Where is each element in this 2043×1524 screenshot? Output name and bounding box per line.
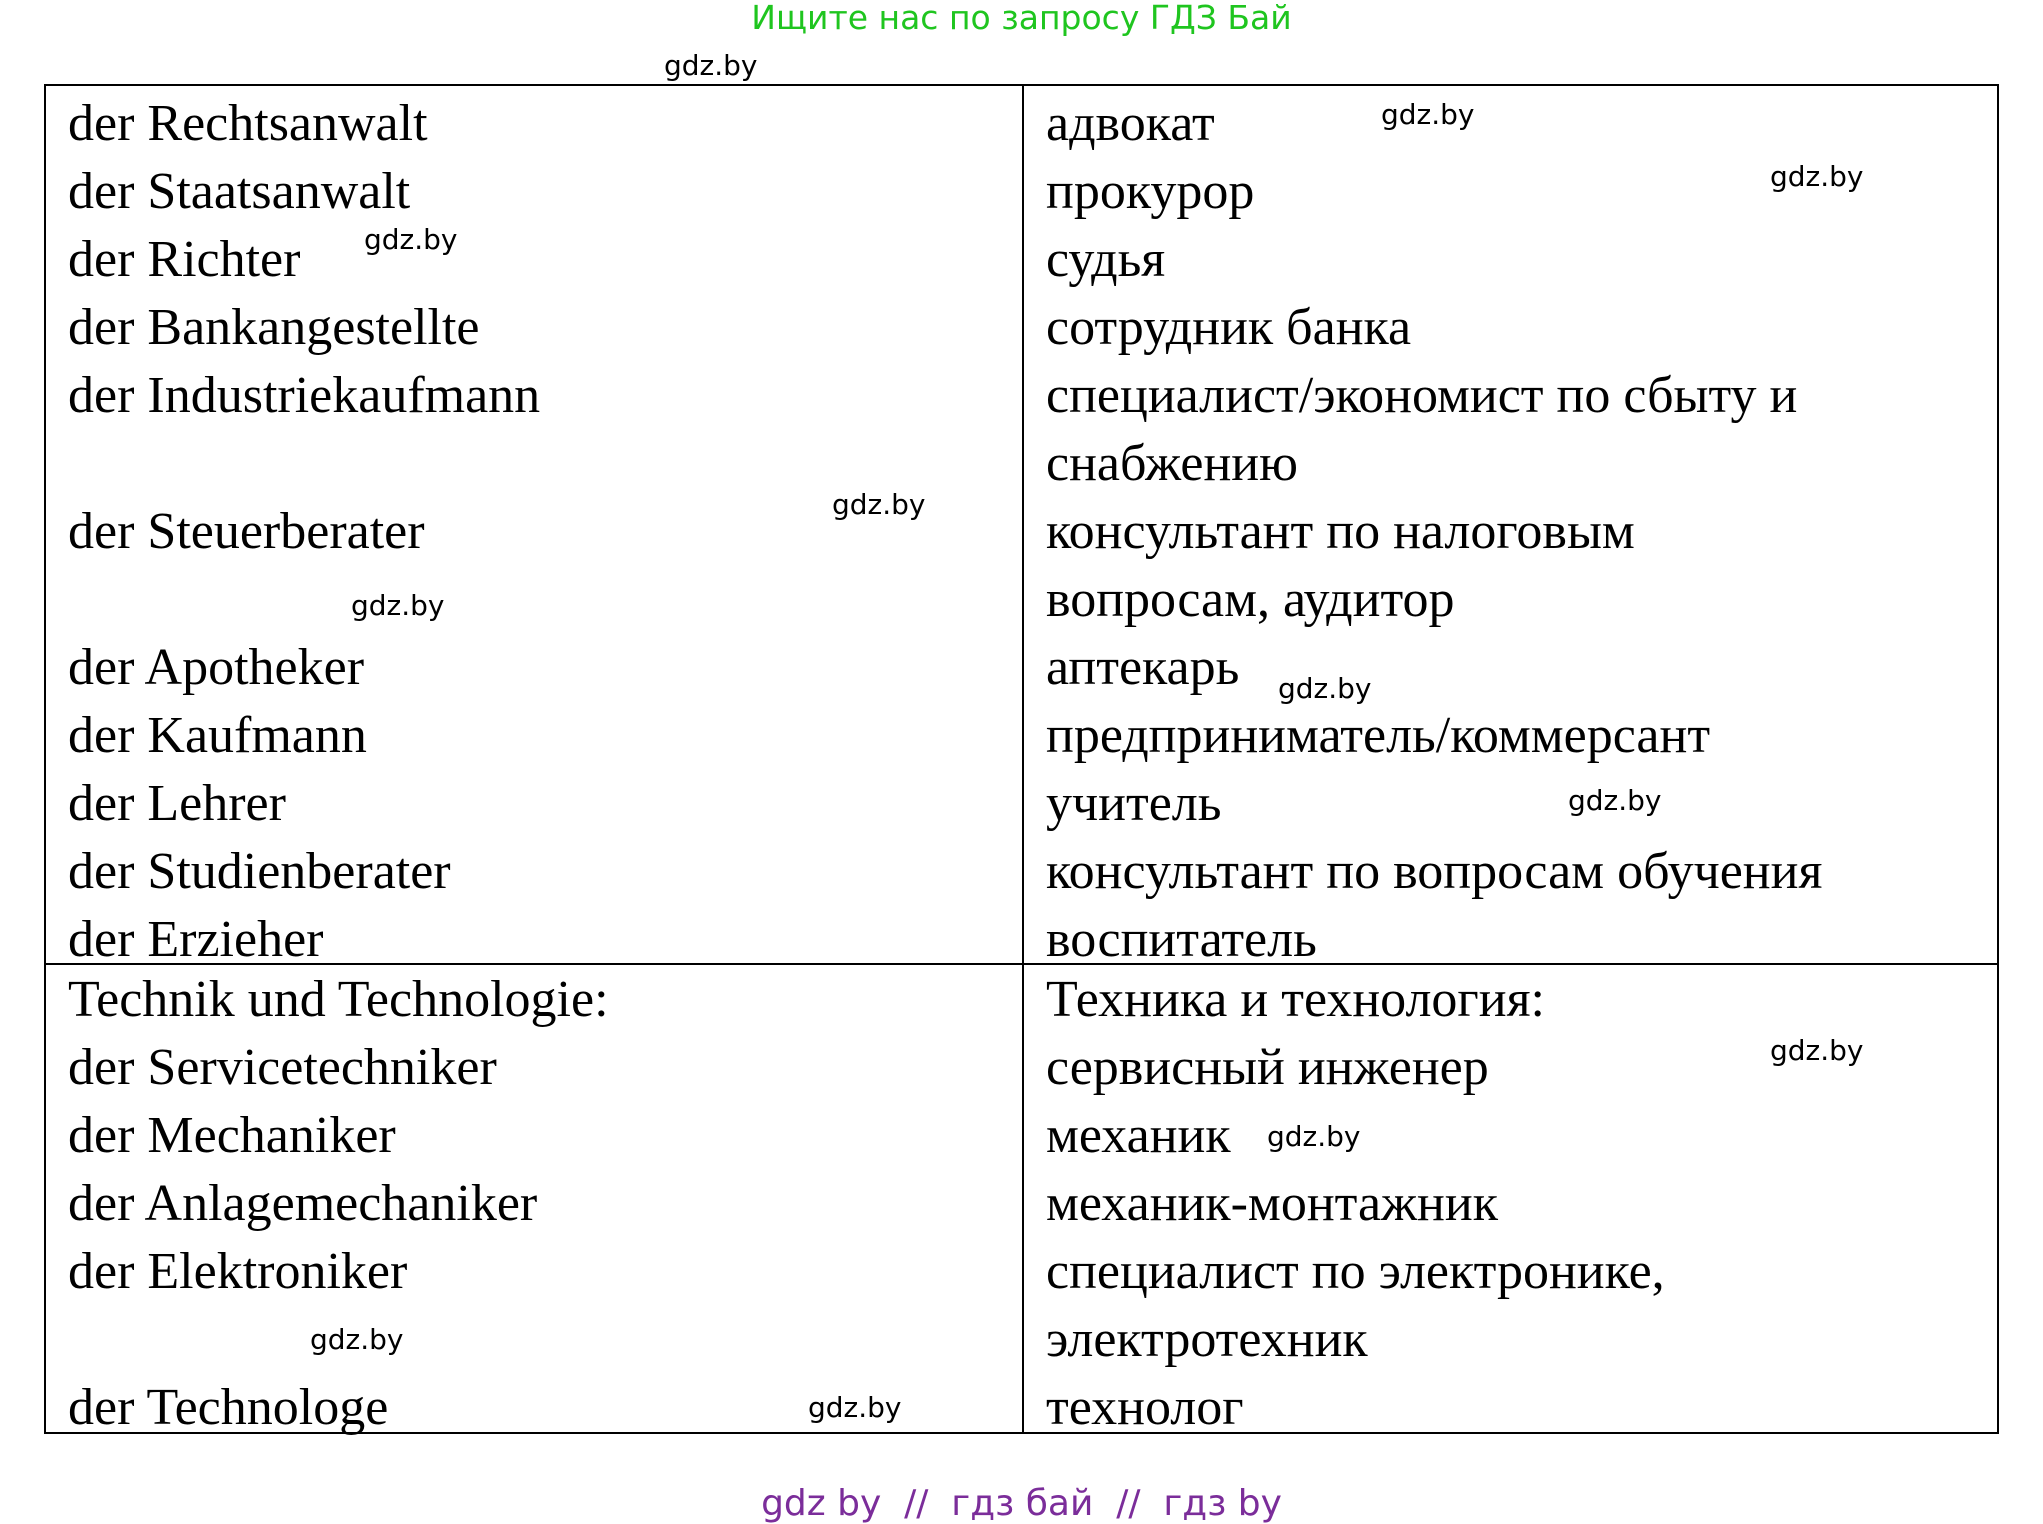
watermark: gdz.by bbox=[1770, 1034, 1864, 1067]
footer-link-gdz-bai[interactable]: гдз бай bbox=[951, 1483, 1094, 1524]
german-term: der Elektroniker bbox=[68, 1243, 408, 1300]
vocabulary-table bbox=[44, 84, 1999, 1434]
footer-link-gdz-by[interactable]: gdz by bbox=[761, 1483, 882, 1524]
watermark: gdz.by bbox=[664, 49, 758, 82]
german-term: der Anlagemechaniker bbox=[68, 1175, 538, 1232]
russian-translation: судья bbox=[1046, 231, 1166, 288]
section1-german-cell bbox=[68, 90, 540, 974]
russian-translation: сотрудник банка bbox=[1046, 299, 1412, 356]
footer-separator: // bbox=[1093, 1483, 1164, 1524]
section2-german-cell bbox=[68, 966, 609, 1442]
section1-russian-cell bbox=[1046, 90, 1822, 974]
russian-translation: механик bbox=[1046, 1107, 1231, 1164]
section-heading: Техника и технология: bbox=[1046, 971, 1545, 1028]
section2-russian-cell bbox=[1046, 966, 1665, 1442]
watermark: gdz.by bbox=[808, 1391, 902, 1424]
russian-translation: предприниматель/коммерсант bbox=[1046, 707, 1711, 764]
watermark: gdz.by bbox=[1278, 672, 1372, 705]
german-term: der Steuerberater bbox=[68, 503, 425, 560]
german-term: der Industriekaufmann bbox=[68, 367, 541, 424]
footer-separator: // bbox=[881, 1483, 952, 1524]
watermark: gdz.by bbox=[832, 488, 926, 521]
watermark: gdz.by bbox=[1770, 160, 1864, 193]
german-term: der Rechtsanwalt bbox=[68, 95, 428, 152]
russian-translation: консультант по налоговым bbox=[1046, 503, 1635, 560]
russian-translation: воспитатель bbox=[1046, 911, 1317, 968]
russian-translation: аптекарь bbox=[1046, 639, 1240, 696]
russian-translation: специалист по электронике, bbox=[1046, 1243, 1665, 1300]
russian-translation: учитель bbox=[1046, 775, 1222, 832]
german-term: der Lehrer bbox=[68, 775, 286, 832]
german-term: der Mechaniker bbox=[68, 1107, 396, 1164]
german-term: der Staatsanwalt bbox=[68, 163, 411, 220]
russian-translation: адвокат bbox=[1046, 95, 1215, 152]
blank-line bbox=[68, 566, 540, 634]
russian-translation: электротехник bbox=[1046, 1311, 1368, 1368]
russian-translation: снабжению bbox=[1046, 435, 1298, 492]
german-term: der Kaufmann bbox=[68, 707, 367, 764]
russian-translation: специалист/экономист по сбыту и bbox=[1046, 367, 1798, 424]
watermark: gdz.by bbox=[1381, 98, 1475, 131]
watermark: gdz.by bbox=[364, 223, 458, 256]
german-term: der Bankangestellte bbox=[68, 299, 480, 356]
german-term: der Studienberater bbox=[68, 843, 451, 900]
german-term: der Apotheker bbox=[68, 639, 365, 696]
footer-links bbox=[0, 1484, 2043, 1524]
blank-line bbox=[68, 430, 540, 498]
german-term: der Erzieher bbox=[68, 911, 324, 968]
german-term: der Technologe bbox=[68, 1379, 389, 1436]
search-banner: Ищите нас по запросу ГДЗ Бай bbox=[751, 0, 1292, 37]
german-term: der Servicetechniker bbox=[68, 1039, 497, 1096]
russian-translation: вопросам, аудитор bbox=[1046, 571, 1455, 628]
watermark: gdz.by bbox=[351, 589, 445, 622]
footer-link-gdz-by-cyrillic[interactable]: гдз by bbox=[1163, 1483, 1282, 1524]
column-divider bbox=[1022, 86, 1024, 1432]
watermark: gdz.by bbox=[310, 1323, 404, 1356]
german-term: der Richter bbox=[68, 231, 301, 288]
russian-translation: технолог bbox=[1046, 1379, 1244, 1436]
section-heading: Technik und Technologie: bbox=[68, 971, 609, 1028]
russian-translation: прокурор bbox=[1046, 163, 1255, 220]
watermark: gdz.by bbox=[1568, 784, 1662, 817]
russian-translation: консультант по вопросам обучения bbox=[1046, 843, 1823, 900]
russian-translation: сервисный инженер bbox=[1046, 1039, 1489, 1096]
watermark: gdz.by bbox=[1267, 1120, 1361, 1153]
russian-translation: механик-монтажник bbox=[1046, 1175, 1498, 1232]
